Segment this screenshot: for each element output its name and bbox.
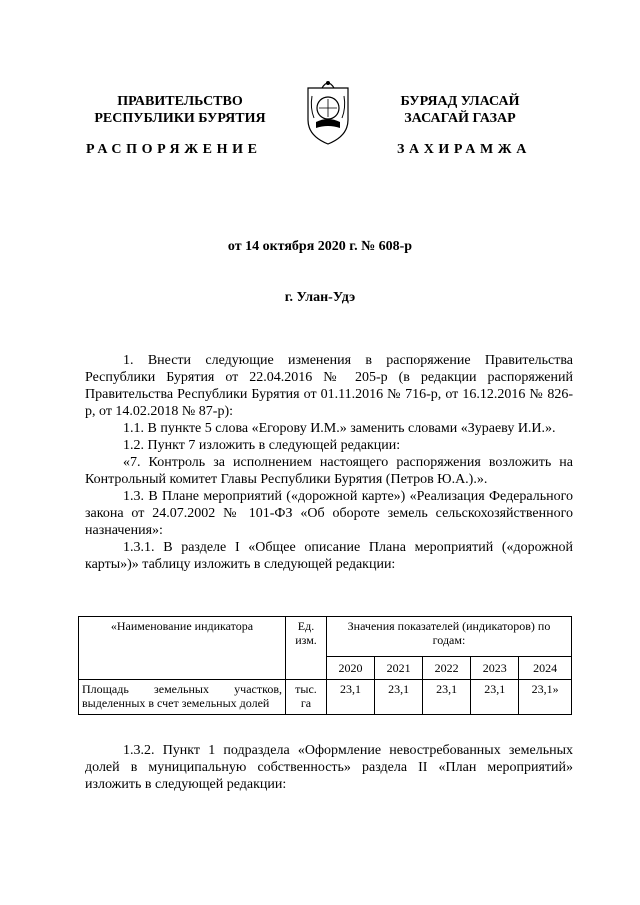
row-value-2020: 23,1 [327, 680, 375, 715]
paragraph-7-quote: «7. Контроль за исполнением настоящего распоряжения возложить на Контрольный комитет Главы Республики Бурятия (Петров Ю.А.).». [85, 455, 573, 487]
government-name-bua [375, 93, 545, 127]
paragraph-1-3-2: 1.3.2. Пункт 1 подраздела «Оформление невостребованных земельных долей в муниципальную собственность» раздела II «План мероприятий» изложить в следующей редакции: [85, 743, 573, 792]
row-unit: тыс. га [286, 680, 327, 715]
table-row [79, 680, 572, 715]
coat-of-arms-emblem-icon [302, 76, 354, 146]
indicator-table [78, 616, 572, 715]
row-indicator: Площадь земельных участков, выделенных в счет земельных долей [79, 680, 286, 715]
year-2022: 2022 [423, 657, 471, 680]
city: г. Улан-Удэ [284, 290, 356, 305]
year-2024: 2024 [519, 657, 572, 680]
government-name-ru [90, 93, 270, 127]
row-value-2021: 23,1 [375, 680, 423, 715]
row-value-2022: 23,1 [423, 680, 471, 715]
header-left-line2: РЕСПУБЛИКИ БУРЯТИЯ [94, 111, 266, 126]
paragraph-1: 1. Внести следующие изменения в распоряжение Правительства Республики Бурятия от 22.04.2016 № 205-р (в редакции распоряжений Правительства Республики Бурятия от 01.11.2016 № 716-р, от 16.12.2016 № 826-р, от 14.02.2018 № 87-р): [85, 353, 573, 419]
doc-type-bua: ЗАХИРАМЖА [397, 142, 531, 157]
year-2023: 2023 [471, 657, 519, 680]
header-left-line1: ПРАВИТЕЛЬСТВО [117, 94, 243, 109]
header-right-line1: БУРЯАД УЛАСАЙ [400, 94, 520, 109]
year-2021: 2021 [375, 657, 423, 680]
paragraph-1-3: 1.3. В Плане мероприятий («дорожной карте») «Реализация Федерального закона от 24.07.2002 № 101-ФЗ «Об обороте земель сельскохозяйственного назначения»: [85, 489, 573, 538]
header-right-line2: ЗАСАГАЙ ГАЗАР [404, 111, 516, 126]
header-values: Значения показателей (индикаторов) по годам: [327, 617, 572, 657]
row-value-2023: 23,1 [471, 680, 519, 715]
paragraph-1-3-1: 1.3.1. В разделе I «Общее описание Плана мероприятий («дорожной карты»)» таблицу изложить в следующей редакции: [85, 540, 573, 572]
header-indicator: «Наименование индикатора [79, 617, 286, 680]
header-unit: Ед. изм. [286, 617, 327, 680]
body-text [85, 352, 573, 573]
table-header-row [79, 617, 572, 657]
date-number: от 14 октября 2020 г. № 608-р [227, 239, 413, 254]
doc-type-ru: РАСПОРЯЖЕНИЕ [86, 142, 262, 157]
paragraph-1-1: 1.1. В пункте 5 слова «Егорову И.М.» заменить словами «Зураеву И.И.». [123, 421, 556, 436]
year-2020: 2020 [327, 657, 375, 680]
row-value-2024: 23,1» [519, 680, 572, 715]
body-text-after-table [85, 742, 573, 793]
paragraph-1-2: 1.2. Пункт 7 изложить в следующей редакции: [123, 438, 401, 453]
